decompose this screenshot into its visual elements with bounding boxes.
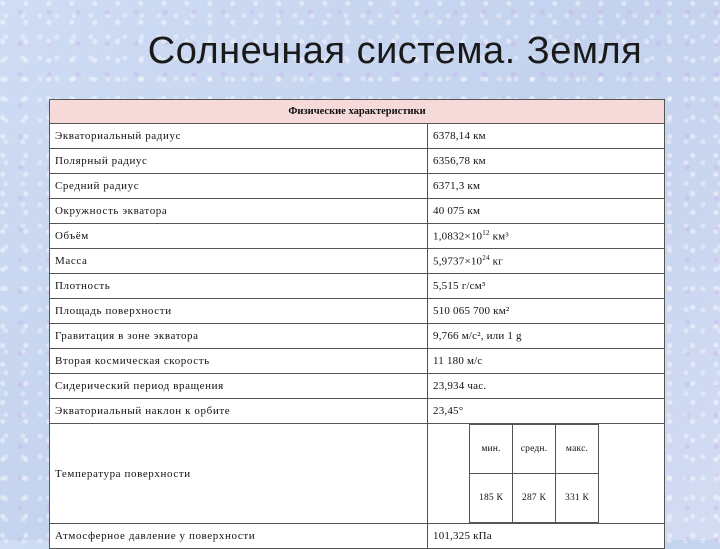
earth-properties-table [49,99,665,549]
table-row [50,524,665,549]
property-value: 23,934 час. [428,374,665,399]
property-value: 5,515 г/см³ [428,274,665,299]
property-name: Вторая космическая скорость [50,349,428,374]
temperature-min-value: 185 К [470,474,513,523]
property-value: 23,45° [428,399,665,424]
property-name: Плотность [50,274,428,299]
value-exponent: 24 [482,254,490,263]
property-name: Площадь поверхности [50,299,428,324]
property-value [428,249,665,274]
value-base: 1,0832×10 [433,230,483,243]
table-row [50,374,665,399]
temperature-row [50,424,665,524]
temperature-min-header: мин. [470,425,513,474]
property-name: Экваториальный радиус [50,124,428,149]
property-value: 510 065 700 км² [428,299,665,324]
temperature-header-row [470,425,599,474]
property-name: Атмосферное давление у поверхности [50,524,428,549]
temperature-subtable [469,424,599,523]
property-name: Гравитация в зоне экватора [50,324,428,349]
table-header-row [50,100,665,124]
table-row [50,324,665,349]
table-row [50,349,665,374]
property-name: Сидерический период вращения [50,374,428,399]
property-name: Объём [50,224,428,249]
table-row [50,224,665,249]
property-value: 11 180 м/с [428,349,665,374]
value-exponent: 12 [482,229,490,238]
property-value: 6378,14 км [428,124,665,149]
property-value: 9,766 м/с², или 1 g [428,324,665,349]
property-value: 6371,3 км [428,174,665,199]
temperature-values-row [470,474,599,523]
table-row [50,399,665,424]
temperature-avg-value: 287 К [513,474,556,523]
table-header: Физические характеристики [50,100,665,124]
value-unit: кг [489,255,503,268]
temperature-max-value: 331 К [556,474,599,523]
property-value [428,224,665,249]
temperature-value-cell [428,424,665,524]
slide-title: Солнечная система. Земля [147,30,643,72]
property-name: Температура поверхности [50,424,428,524]
property-value: 6356,78 км [428,149,665,174]
table-row [50,199,665,224]
table-row [50,124,665,149]
property-name: Окружность экватора [50,199,428,224]
temperature-max-header: макс. [556,425,599,474]
value-unit: км³ [489,230,509,243]
table-row [50,149,665,174]
property-name: Полярный радиус [50,149,428,174]
property-value: 101,325 кПа [428,524,665,549]
table-row [50,274,665,299]
table-row [50,299,665,324]
table-row [50,249,665,274]
property-name: Масса [50,249,428,274]
temperature-avg-header: средн. [513,425,556,474]
property-name: Экваториальный наклон к орбите [50,399,428,424]
property-name: Средний радиус [50,174,428,199]
property-value: 40 075 км [428,199,665,224]
value-base: 5,9737×10 [433,255,483,268]
table-row [50,174,665,199]
